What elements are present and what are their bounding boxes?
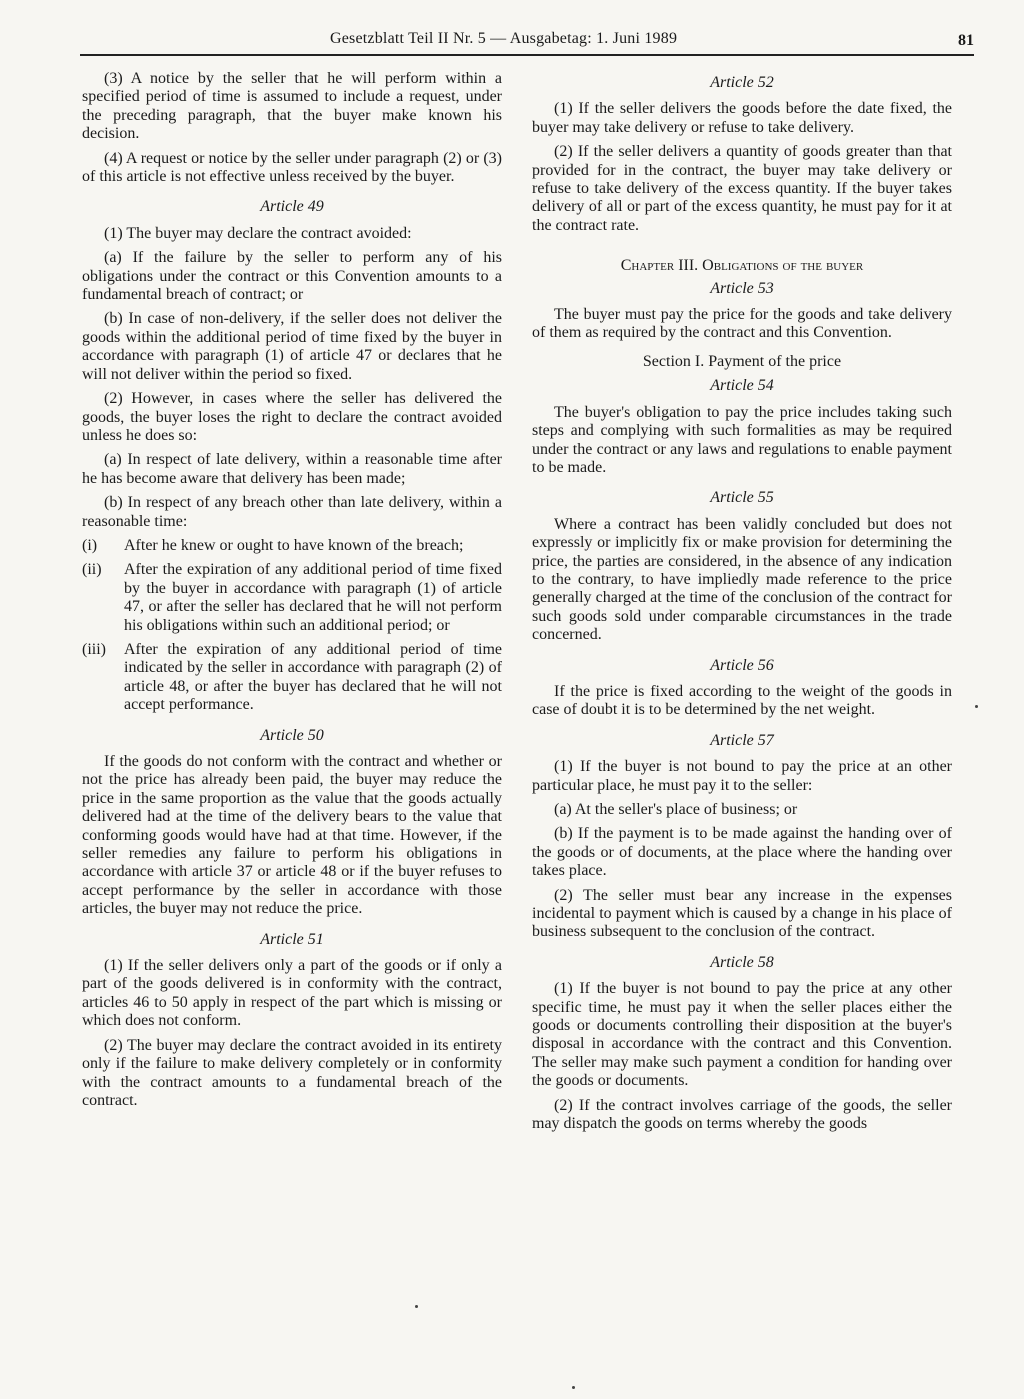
paragraph: (b) In case of non-delivery, if the seller does not deliver the goods within the additional period of time fixed by the buyer in accordance with paragraph (1) of article 47 or declares that he will not deliver within the period so fixed. [82,310,502,383]
paragraph: (2) If the contract involves carriage of the goods, the seller may dispatch the goods on terms whereby the goods [532,1096,952,1133]
list-item [82,537,502,555]
paragraph: (a) At the seller's place of business; or [554,801,798,818]
list-text: After the expiration of any additional period of time indicated by the seller in accordance with paragraph (2) of article 48, or after the buyer has declared that he will not accept performance. [124,640,502,714]
list-number: (ii) [82,561,102,579]
scan-speck [415,1305,418,1308]
section-heading: Section I. Payment of the price [642,352,842,370]
right-column [532,70,952,1140]
paragraph: (a) If the failure by the seller to perform any of his obligations under the contract or this Convention amounts to a fundamental breach of contract; or [82,249,502,304]
list-number: (iii) [82,640,106,658]
paragraph: (1) If the buyer is not bound to pay the price at any other specific time, he must pay it when the seller places either the goods or documents controlling their disposition at the buyer's disposal in accordance with the contract and this Convention. The seller may make such payment a condition for handing over the goods or documents. [532,980,952,1090]
paragraph: If the price is fixed according to the weight of the goods in case of doubt it is to be determined by the net weight. [532,682,952,719]
article-heading: Article 55 [710,489,774,507]
paragraph: (2) The buyer may declare the contract avoided in its entirety only if the failure to make delivery completely or in conformity with the contract amounts to a fundamental breach of the contract. [82,1036,502,1109]
paragraph: The buyer must pay the price for the goods and take delivery of them as required by the contract and this Convention. [532,306,952,342]
paragraph: (a) In respect of late delivery, within a reasonable time after he has become aware that delivery has been made; [82,451,502,487]
scan-speck [975,705,978,708]
article-heading: Article 56 [710,656,774,674]
paragraph: (2) However, in cases where the seller has delivered the goods, the buyer loses the right to declare the contract avoided unless he does so: [82,390,502,444]
paragraph: Where a contract has been validly concluded but does not expressly or implicitly fix or make provision for determining the price, the parties are considered, in the absence of any indication to the contrary, to have impliedly made reference to the price generally charged at the time of the conclusion of the contract for such goods sold under comparable circumstances in the trade concerned. [532,515,952,644]
paragraph: (1) The buyer may declare the contract avoided: [104,224,412,242]
article-heading: Article 49 [260,198,324,216]
page-number: 81 [958,32,974,49]
paragraph: (4) A request or notice by the seller under paragraph (2) or (3) of this article is not effective unless received by the buyer. [82,149,502,186]
article-heading: Article 57 [710,731,774,749]
article-heading: Article 53 [710,279,774,297]
paragraph: (2) The seller must bear any increase in the expenses incidental to payment which is caused by a change in his place of business subsequent to the conclusion of the contract. [532,886,952,941]
paragraph: The buyer's obligation to pay the price includes taking such steps and complying with such formalities as may be required under the contract or any laws and regulations to enable payment to be made. [532,403,952,476]
paragraph: (b) If the payment is to be made against the handing over of the goods or of documents, at the place where the handing over takes place. [532,825,952,880]
list-item [82,641,502,715]
chapter-heading: Chapter III. Obligations of the buyer [620,257,864,275]
article-heading: Article 54 [710,377,774,395]
paragraph: (1) If the seller delivers the goods before the date fixed, the buyer may take delivery or refuse to take delivery. [532,100,952,136]
scan-speck [572,1386,575,1389]
left-column [82,70,502,1116]
article-heading: Article 58 [710,953,774,971]
article-heading: Article 51 [260,930,324,948]
list-number: (i) [82,536,98,554]
list-text: After the expiration of any additional period of time fixed by the buyer in accordance with paragraph (1) of article 47, or after the seller has declared that he will not perform his obligations within such an additional period; or [124,561,502,634]
list-text: After he knew or ought to have known of the breach; [124,536,464,554]
paragraph: (1) If the seller delivers only a part of the goods or if only a part of the goods delivered is in conformity with the contract, articles 46 to 50 apply in respect of the part which is missing or which does not conform. [82,957,502,1030]
list-item [82,561,502,635]
article-heading: Article 52 [710,74,774,91]
paragraph: (2) If the seller delivers a quantity of goods greater than that provided for in the contract, the buyer may take delivery or refuse to take delivery of the excess quantity. If the buyer takes delivery of all or part of the excess quantity, he must pay for it at the contract rate. [532,143,952,234]
paragraph: (3) A notice by the seller that he will perform within a specified period of time is assumed to include a request, under the preceding paragraph, that the buyer make known his decision. [82,70,502,143]
paragraph: (1) If the buyer is not bound to pay the price at an other particular place, he must pay it to the seller: [532,758,952,794]
paragraph: (b) In respect of any breach other than late delivery, within a reasonable time: [82,494,502,530]
page-header [80,28,974,56]
paragraph: If the goods do not conform with the contract and whether or not the price has already been paid, the buyer may reduce the price in the same proportion as the value that the goods actually delivered had at the time of the delivery bears to the value that conforming goods would have had at that time. However, if the seller remedies any failure to perform his obligations in accordance with article 37 or article 48 or if the buyer refuses to accept performance by the seller in accordance with those articles, the buyer may not reduce the price. [82,753,502,918]
article-heading: Article 50 [260,726,324,744]
running-title: Gesetzblatt Teil II Nr. 5 — Ausgabetag: 1. Juni 1989 [330,30,678,47]
